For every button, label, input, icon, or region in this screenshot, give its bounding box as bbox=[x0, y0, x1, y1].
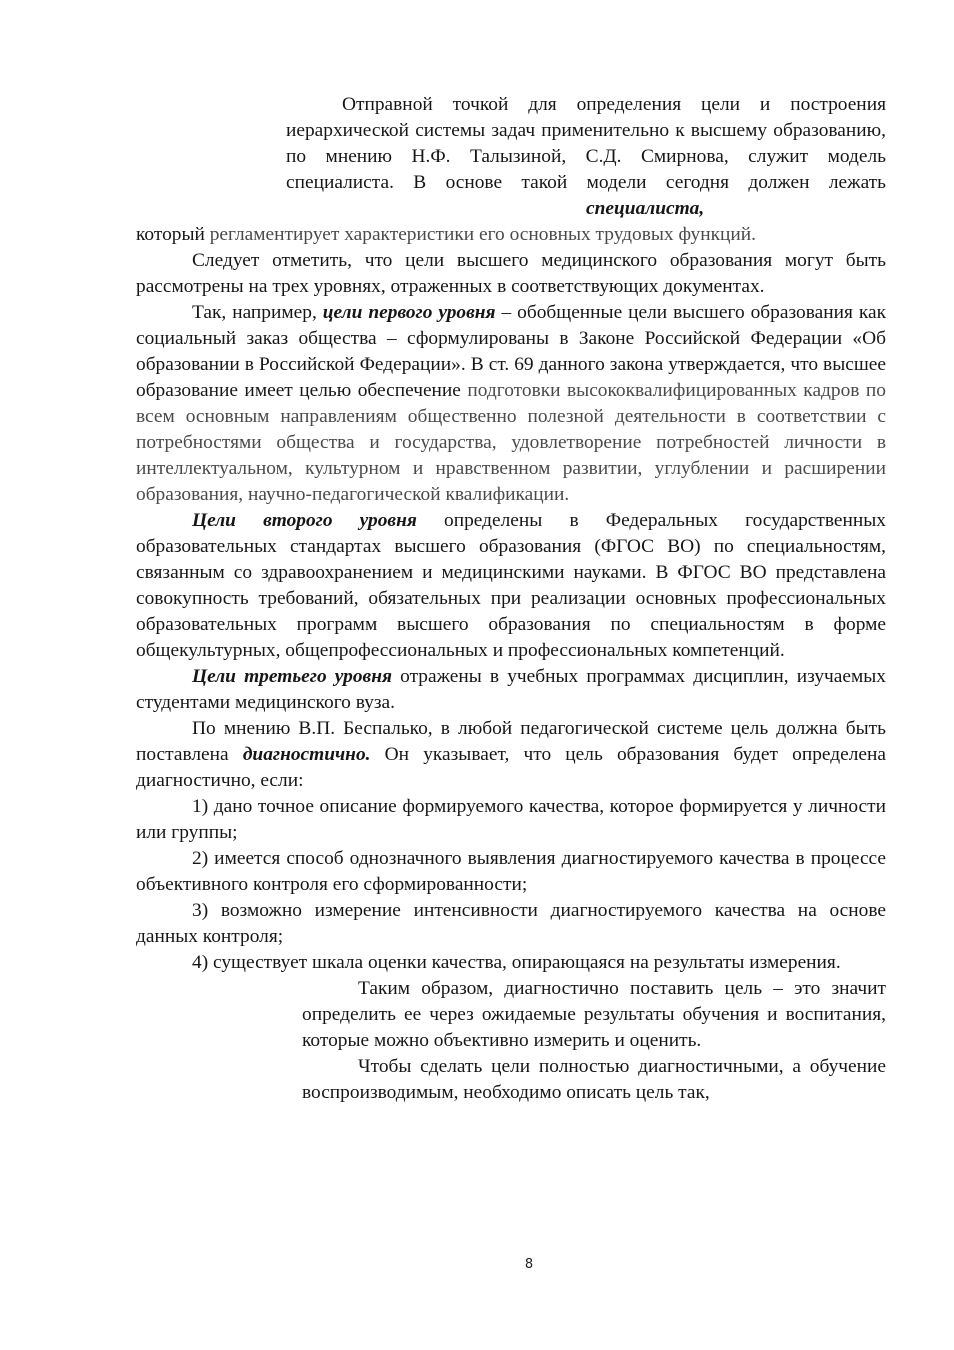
emphasis-diagnostic: диагностично. bbox=[242, 744, 371, 765]
emphasis-specialist: специалиста, bbox=[586, 198, 705, 219]
paragraph-text-faded: подготовки высококвалифицированных кадров по всем основным направлениям общественно полезной деятельности в соответствии с потребностями общества и государства, удовлетворение потребностей личности в интеллектуальном, культурном и нравственном развитии, углублении и расширении образования, научно-педагогической квалификации. bbox=[136, 380, 886, 505]
emphasis-first-level: цели первого уровня bbox=[322, 302, 496, 323]
paragraph-text: который bbox=[136, 224, 205, 245]
paragraph-third-level bbox=[136, 664, 886, 716]
paragraph-text-faded: регламентирует характеристики его основных трудовых функций. bbox=[204, 224, 757, 245]
page-number: 8 bbox=[524, 1257, 534, 1272]
list-item: 2) имеется способ однозначного выявления диагностируемого качества в процессе объективного контроля его сформированности; bbox=[136, 848, 886, 895]
emphasis-second-level: Цели второго уровня bbox=[192, 510, 417, 531]
paragraph-text: Отправной точкой для определения цели и построения иерархической системы задач применительно к высшему образованию, по мнению Н.Ф. Талызиной, С.Д. Смирнова, служит модель специалиста. В основе такой модели сегодня должен лежать bbox=[286, 94, 886, 193]
paragraph-text: Он указывает, что цель образования будет определена диагностично, если: bbox=[136, 744, 886, 791]
list-item: 4) существует шкала оценки качества, опирающаяся на результаты измерения. bbox=[192, 952, 841, 973]
paragraph-bespalko bbox=[136, 716, 886, 794]
paragraph-text: Так, например, bbox=[192, 302, 323, 323]
page-body bbox=[136, 92, 886, 1106]
paragraph-text: отражены в учебных программах дисциплин, изучаемых студентами медицинского вуза. bbox=[136, 666, 886, 713]
paragraph-text: По мнению В.П. Беспалько, в любой педагогической системе цель должна быть поставлена bbox=[136, 718, 886, 765]
paragraph-tail bbox=[136, 222, 886, 248]
list-item: 3) возможно измерение интенсивности диагностируемого качества на основе данных контроля; bbox=[136, 900, 886, 947]
emphasis-third-level: Цели третьего уровня bbox=[192, 666, 392, 687]
paragraph-text: определены в Федеральных государственных образовательных стандартах высшего образования (ФГОС ВО) по специальностям, связанным со здравоохранением и медицинскими науками. В ФГОС ВО представлена совокупность требований, обязательных при реализации основных профессиональных образовательных программ высшего образования по специальностям в форме общекультурных, общепрофессиональных и профессиональных компетенций. bbox=[136, 510, 887, 661]
paragraph-conclusion: Таким образом, диагностично поставить цель – это значит определить ее через ожидаемые результаты обучения и воспитания, которые можно объективно измерить и оценить. bbox=[302, 978, 886, 1051]
paragraph-second-level bbox=[136, 508, 886, 664]
paragraph-text: – обобщенные цели высшего образования как социальный заказ общества – сформулированы в Законе Российской Федерации «Об образовании в Российской Федерации». В ст. 69 данного закона утверждается, что высшее образование имеет целью обеспечение bbox=[136, 302, 886, 401]
paragraph-three-levels: Следует отметить, что цели высшего медицинского образования могут быть рассмотрены на трех уровнях, отраженных в соответствующих документах. bbox=[136, 250, 886, 297]
list-item: 1) дано точное описание формируемого качества, которое формируется у личности или группы; bbox=[136, 796, 886, 843]
paragraph-specialist-model bbox=[136, 92, 886, 248]
paragraph-continuation: Чтобы сделать цели полностью диагностичными, а обучение воспроизводимым, необходимо описать цель так, bbox=[302, 1056, 886, 1103]
paragraph-first-level bbox=[136, 300, 886, 508]
